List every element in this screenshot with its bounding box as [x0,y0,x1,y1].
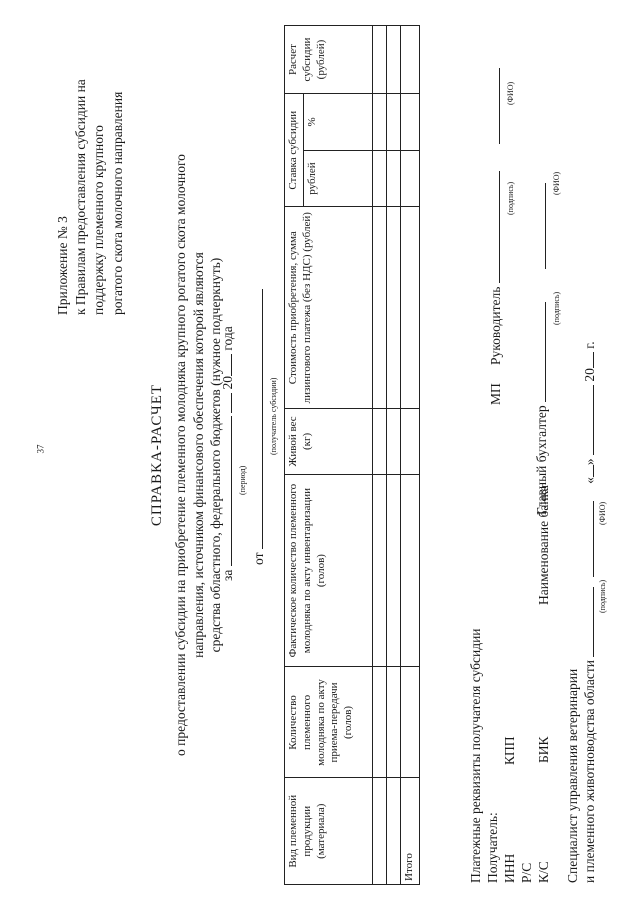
accountant-label: Главный бухгалтер [534,405,549,515]
table-row [372,26,386,885]
head-label: Руководитель [488,286,503,365]
table-cell[interactable] [372,26,386,94]
subtitle-line-3: средства областного, федерального бюджетов (нужное подчеркнуть) [208,257,224,653]
table-cell[interactable] [400,667,419,778]
rotated-document [48,15,608,895]
table-cell[interactable] [400,94,419,151]
subtitle-line-2: направления, источником финансового обеспечения которой являются [190,252,206,658]
total-label: Итого [400,778,419,885]
table-row [386,26,400,885]
period-year-suffix: года [220,326,235,351]
requisites-header: Платежные реквизиты получателя субсидии [468,628,483,883]
column-header-rate-rub: рублей [303,150,372,207]
requisites-bik: БИК [536,736,551,763]
table-cell[interactable] [372,667,386,778]
document-subtitle [172,95,225,815]
table-cell[interactable] [386,94,400,151]
appendix-line-2: к Правилам предоставления субсидии на [73,79,89,315]
accountant-signature-caption: (подпись) [552,291,561,325]
table-header-row [285,26,304,885]
table-cell[interactable] [372,150,386,207]
column-header-product: Вид племенной продукции (материала) [285,778,373,885]
specialist-signature-line [582,341,599,883]
head-fio-caption: (ФИО) [506,81,515,105]
specialist-line-1: Специалист управления ветеринарии [565,668,580,883]
requisites-kpp: КПП [502,736,517,765]
period-prefix: за [220,569,235,581]
recipient-prefix: от [251,552,266,565]
period-year-prefix: 20 [220,376,235,390]
head-signature-field[interactable] [499,171,500,283]
date-year-field[interactable] [593,352,594,368]
period-caption: (период) [238,465,247,495]
table-cell[interactable] [372,474,386,667]
column-header-calculation: Расчет субсидии (рублей) [285,26,373,94]
requisites-inn: ИНН [502,853,517,883]
appendix-line-1: Приложение № 3 [55,216,70,315]
appendix-line-4: рогатого скота молочного направления [109,91,125,315]
period-field-2[interactable] [231,393,232,413]
table-cell[interactable] [386,667,400,778]
accountant-fio-caption: (ФИО) [552,171,561,195]
period-year-field[interactable] [231,354,232,376]
date-open-quote: « [582,477,597,484]
specialist-signature-field[interactable] [593,587,594,657]
table-cell[interactable] [386,26,400,94]
date-close-quote: » [582,458,597,466]
table-cell[interactable] [372,778,386,885]
column-header-rate: Ставка субсидии [285,94,304,207]
table-cell[interactable] [386,207,400,409]
column-header-live-weight: Живой вес (кг) [285,409,373,475]
head-signature-line [488,68,505,365]
specialist-fio-caption: (ФИО) [598,501,607,525]
specialist-signature-caption: (подпись) [598,579,607,613]
specialist-line-2: и племенного животноводства области [582,660,597,883]
table-cell[interactable] [386,150,400,207]
requisites-rs: Р/С [519,862,534,883]
column-header-cost: Стоимость приобретения, сумма лизингового платежа (без НДС) (рублей) [285,207,373,409]
table-cell[interactable] [386,474,400,667]
specialist-fio-field[interactable] [593,501,594,577]
table-cell[interactable] [400,207,419,409]
table-cell[interactable] [372,94,386,151]
column-header-quantity-inventory: Фактическое количество племенного молодняка по акту инвентаризации (голов) [285,474,373,667]
recipient-field[interactable] [262,289,263,549]
table-cell[interactable] [400,26,419,94]
requisites-ks: К/С [536,861,551,883]
recipient-caption: (получатель субсидии) [269,377,278,455]
recipient-line [251,289,268,565]
date-month-field[interactable] [593,385,594,455]
document-title: СПРАВКА-РАСЧЕТ [149,383,165,527]
subtitle-line-1: о предоставлении субсидии на приобретение племенного молодняка крупного рогатого скота молочного [173,154,188,756]
appendix-block [54,15,127,315]
period-field[interactable] [231,416,232,566]
date-day-field[interactable] [593,465,594,477]
stamp-mp: МП [488,383,503,405]
table-cell[interactable] [400,474,419,667]
table-cell[interactable] [400,150,419,207]
table-total-row [400,26,419,885]
period-line [220,326,237,581]
requisites-bank: Наименование банка [536,485,551,605]
requisites-recipient: Получатель: [485,812,500,883]
subsidy-table [284,25,420,885]
accountant-signature-line [534,183,551,515]
column-header-rate-percent: % [303,94,372,151]
head-signature-caption: (подпись) [506,181,515,215]
appendix-line-3: поддержку племенного крупного [91,125,107,315]
table-cell[interactable] [386,409,400,475]
table-cell[interactable] [372,207,386,409]
table-cell[interactable] [400,409,419,475]
accountant-signature-field[interactable] [545,302,546,402]
date-year-suffix: г. [582,341,597,349]
head-fio-field[interactable] [499,68,500,144]
table-cell[interactable] [372,409,386,475]
date-year-prefix: 20 [582,368,597,382]
column-header-quantity-act: Количество племенного молодняка по акту приема-передачи (голов) [285,667,373,778]
table-cell[interactable] [386,778,400,885]
page-number: 37 [35,444,46,454]
accountant-fio-field[interactable] [545,183,546,269]
